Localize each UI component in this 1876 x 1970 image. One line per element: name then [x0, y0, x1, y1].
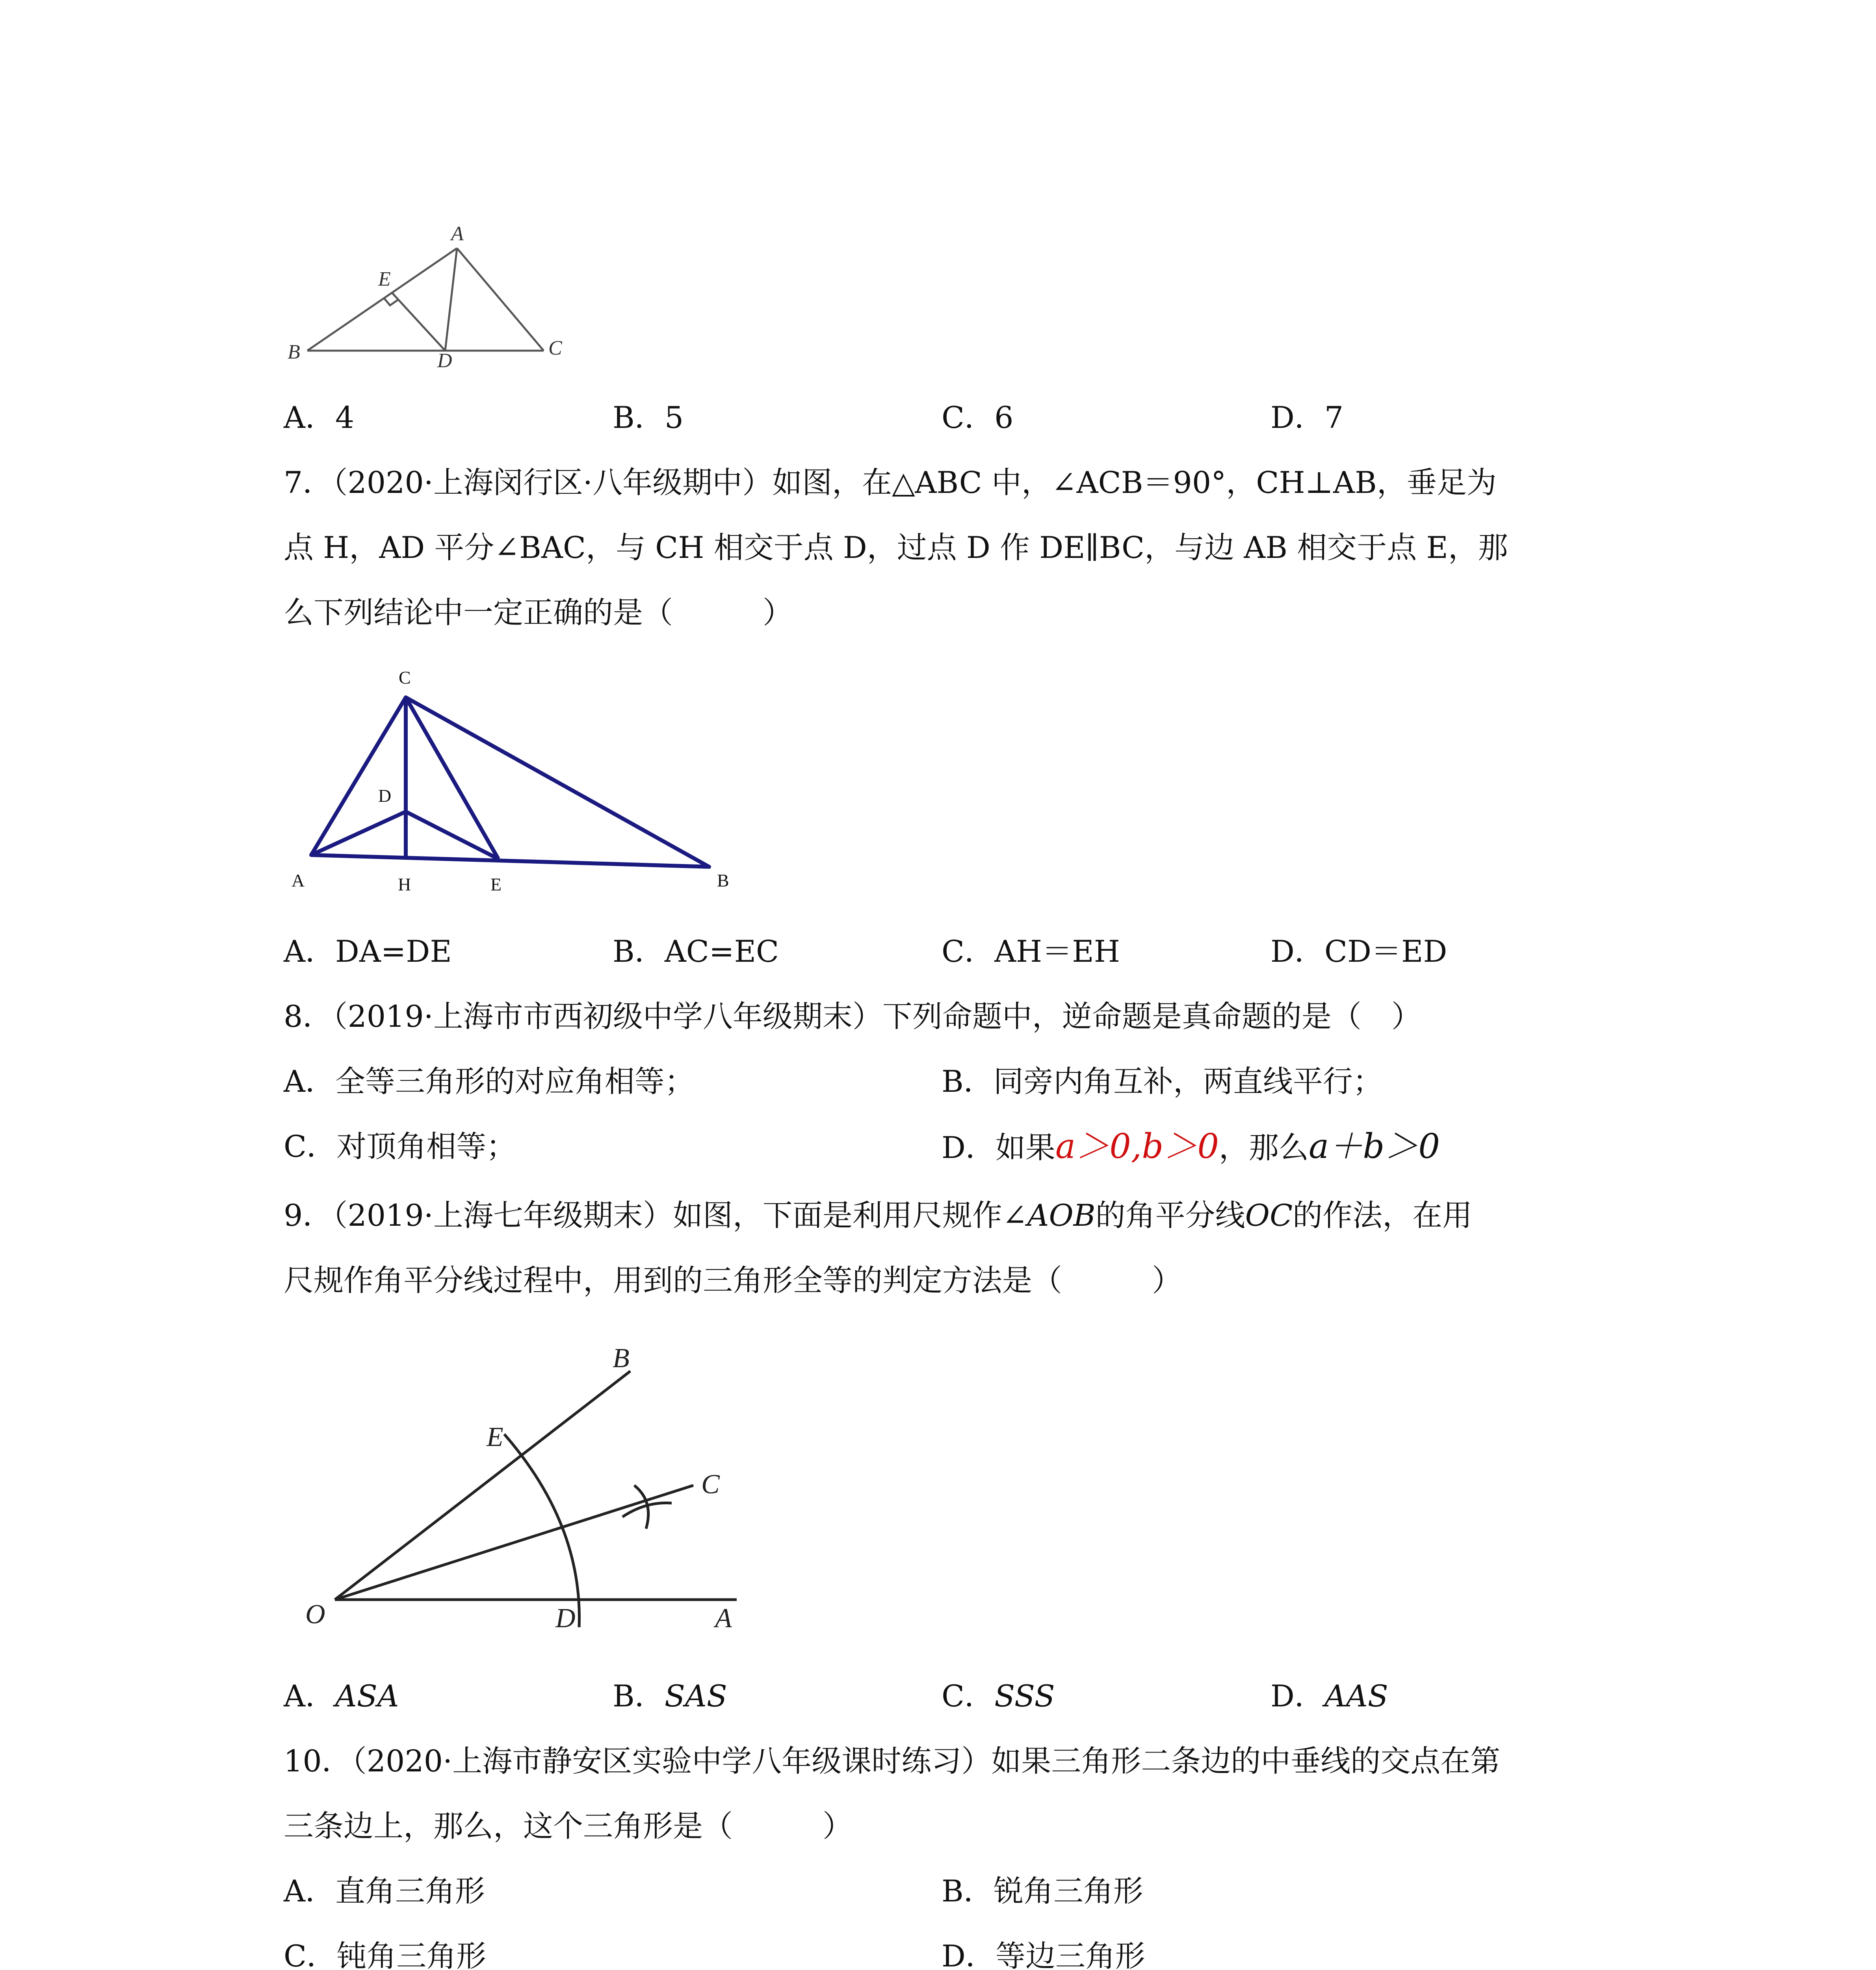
q7-text-line1: 7．（2020·上海闵行区·八年级期中）如图，在△ABC 中，∠ACB＝90°，CH⊥AB，垂足为 — [284, 465, 1497, 500]
q8-option-b: B．同旁内角互补，两直线平行； — [942, 1064, 1383, 1099]
q9-label-c: C — [701, 1469, 720, 1500]
q9-text-part: 的作法，在用 — [1293, 1198, 1473, 1233]
q10-option-c: C．钝角三角形 — [284, 1938, 487, 1970]
q9-option-b — [613, 1676, 727, 1716]
q9-option-a — [284, 1676, 399, 1716]
q8-option-d — [942, 1127, 1440, 1167]
q8-option-a: A．全等三角形的对应角相等； — [284, 1064, 695, 1099]
q9-option-d-value: AAS — [1324, 1678, 1388, 1714]
q7-label-b: B — [717, 870, 729, 890]
q10-text-line2: 三条边上，那么，这个三角形是（ ） — [284, 1808, 853, 1844]
q7-option-c: C．AH＝EH — [942, 934, 1120, 969]
q9-text-part: 的角平分线 — [1095, 1198, 1245, 1233]
q7-option-d: D．CD＝ED — [1270, 934, 1447, 969]
q9-bisector-oc: OC — [1245, 1198, 1293, 1233]
q6-label-d: D — [437, 349, 452, 370]
q9-option-c-value: SSS — [994, 1678, 1055, 1714]
q9-text-line1 — [284, 1196, 1472, 1235]
q7-option-a: A．DA=DE — [284, 934, 452, 969]
q9-figure — [284, 1328, 796, 1643]
q10-option-b: B．锐角三角形 — [942, 1873, 1143, 1909]
q8-option-d-mid: ，那么 — [1219, 1130, 1309, 1165]
q9-option-c — [942, 1676, 1055, 1716]
q6-option-b: B．5 — [613, 400, 684, 435]
q6-option-d: D．7 — [1270, 400, 1344, 435]
q9-text-line2: 尺规作角平分线过程中，用到的三角形全等的判定方法是（ ） — [284, 1263, 1182, 1298]
q8-option-d-condition: a＞0,b＞0 — [1055, 1127, 1219, 1166]
q7-label-a: A — [292, 870, 305, 890]
q8-text-line1: 8．（2019·上海市市西初级中学八年级期末）下列命题中，逆命题是真命题的是（ ） — [284, 999, 1421, 1034]
q6-label-c: C — [548, 337, 562, 359]
q6-label-e: E — [378, 268, 391, 290]
q6-label-b: B — [288, 341, 300, 363]
q6-figure — [284, 221, 583, 370]
q9-option-a-value: ASA — [335, 1678, 399, 1714]
q6-option-c: C．6 — [942, 400, 1014, 435]
q9-label-a: A — [715, 1603, 732, 1634]
q8-option-d-prefix: D．如果 — [942, 1130, 1055, 1165]
q7-option-b: B．AC=EC — [613, 934, 779, 969]
q10-option-d: D．等边三角形 — [942, 1938, 1145, 1970]
q9-label-d: D — [555, 1603, 576, 1634]
q8-option-d-result: a＋b＞0 — [1309, 1127, 1440, 1166]
q9-angle-aob: AOB — [1027, 1198, 1096, 1233]
q9-option-b-value: SAS — [664, 1678, 727, 1714]
q9-text-part: 9．（2019·上海七年级期末）如图，下面是利用尺规作∠ — [284, 1198, 1027, 1233]
q9-option-d — [1270, 1676, 1388, 1716]
q7-label-e: E — [490, 874, 502, 894]
q9-option-c-prefix: C． — [942, 1678, 995, 1714]
q10-option-a: A．直角三角形 — [284, 1873, 485, 1909]
q7-figure — [284, 662, 776, 898]
q9-label-o: O — [305, 1599, 325, 1630]
q7-label-c: C — [399, 667, 411, 688]
q7-label-h: H — [398, 874, 411, 894]
q7-text-line3: 么下列结论中一定正确的是（ ） — [284, 595, 793, 630]
q10-text-line1: 10．（2020·上海市静安区实验中学八年级课时练习）如果三角形二条边的中垂线的交点在第 — [284, 1743, 1501, 1779]
q6-option-a: A．4 — [284, 400, 355, 435]
q7-text-line2: 点 H，AD 平分∠BAC，与 CH 相交于点 D，过点 D 作 DE∥BC，与边 AB 相交于点 E，那 — [284, 530, 1508, 565]
q9-label-b: B — [613, 1343, 630, 1373]
q9-option-b-prefix: B． — [613, 1678, 665, 1714]
q9-option-d-prefix: D． — [1270, 1678, 1324, 1714]
q6-label-a: A — [451, 223, 464, 245]
q7-label-d: D — [378, 786, 392, 806]
q9-label-e: E — [487, 1422, 503, 1452]
q9-option-a-prefix: A． — [284, 1678, 335, 1714]
q8-option-c: C．对顶角相等； — [284, 1129, 516, 1164]
